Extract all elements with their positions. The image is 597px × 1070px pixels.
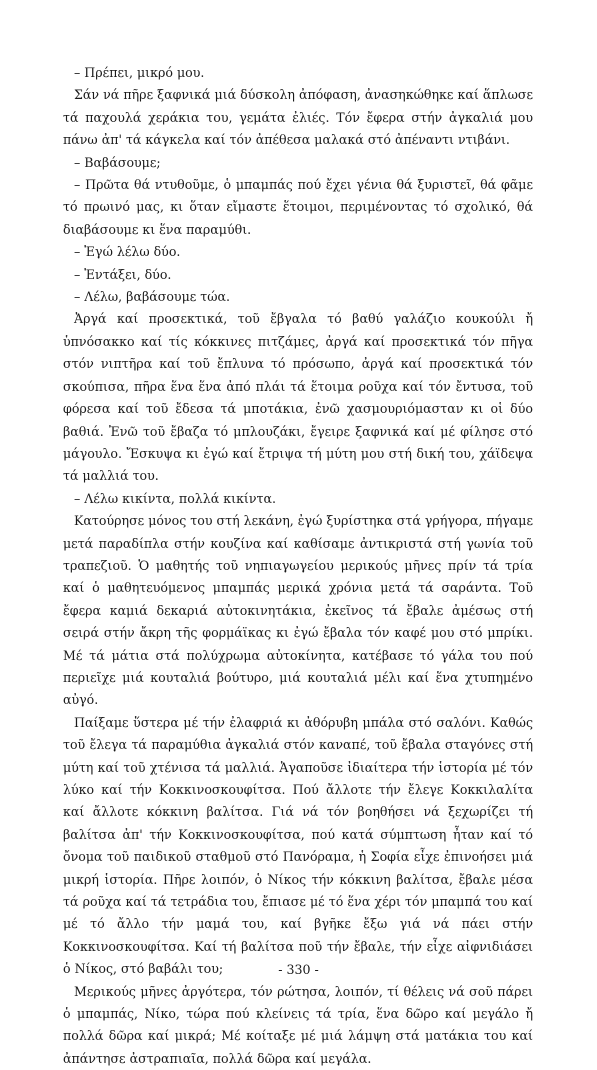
paragraph: – Λέλω, βαβάσουμε τώα. (74, 289, 231, 305)
paragraph: Μερικούς μῆνες ἀργότερα, τόν ρώτησα, λοιπόν, τί θέλεις νά σοῦ πάρει ὁ μπαμπάς, Νίκο, τώρα πού κλείνεις τά τρία, ἕνα δῶρο καί μεγάλο ἤ πολλά δῶρα καί μικρά; Μέ κοίταξε μέ μιά λάμψη στά ματάκια του καί ἀπάντησε ἀστραπιαῖα, πολλά δῶρα καί μεγάλα. (63, 983, 533, 1066)
paragraph: Σάν νά πῆρε ξαφνικά μιά δύσκολη ἀπόφαση, ἀνασηκώθηκε καί ἅπλωσε τά παχουλά χεράκια του, γεμάτα ἐλιές. Τόν ἔφερα στήν ἀγκαλιά μου πάνω ἀπ' τά κάγκελα καί τόν ἀπέθεσα μαλακά στό ἀπέναντι ντιβάνι. (63, 87, 533, 148)
paragraph: – Ἐγώ λέλω δύο. (74, 244, 181, 260)
paragraph: Ἀργά καί προσεκτικά, τοῦ ἔβγαλα τό βαθύ γαλάζιο κουκούλι ἤ ὑπνόσακκο καί τίς κόκκινες πιτζάμες, ἀργά καί προσεκτικά τόν πῆγα στόν νιπτῆρα καί τοῦ ἔπλυνα τό πρόσωπο, ἀργά καί προσεκτικά τόν σκούπισα, πῆρα ἕνα ἕνα ἀπό πλάι τά ἕτοιμα ροῦχα καί τόν ἔντυσα, τοῦ φόρεσα καί τοῦ ἔδεσα τά μποτάκια, ἐνῶ χασμουριόμασταν κι οἱ δύο βαθιά. Ἐνῶ τοῦ ἔβαζα τό μπλουζάκι, ἔγειρε ξαφνικά καί μέ φίλησε στό μάγουλο. Ἔσκυψα κι ἐγώ καί ἔτριψα τή μύτη μου στή δική του, χάϊδεψα τά μαλλιά του. (63, 311, 533, 484)
paragraph: – Ἐντάξει, δύο. (74, 266, 172, 282)
paragraph: Παίξαμε ὕστερα μέ τήν ἐλαφριά κι ἀθόρυβη μπάλα στό σαλόνι. Καθώς τοῦ ἔλεγα τά παραμύθια ἀγκαλιά στόν καναπέ, τοῦ ἔβαλα σταγόνες στή μύτη καί τοῦ χτένισα τά μαλλιά. Ἀγαποῦσε ἰδιαίτερα τήν ἱστορία μέ τόν λύκο καί τήν Κοκκινοσκουφίτσα. Πού ἄλλοτε τήν ἔλεγε Κοκκιλαλίτα καί ἄλλοτε κόκκινη βαλίτσα. Γιά νά τόν βοηθήσει νά ξεχωρίζει τή βαλίτσα ἀπ' τήν Κοκκινοσκουφίτσα, πού κατά σύμπτωση ἦταν καί τό ὄνομα τοῦ παιδικοῦ σταθμοῦ στό Πανόραμα, ἡ Σοφία εἶχε ἐπινοήσει μιά μικρή ἱστορία. Πῆρε λοιπόν, ὁ Νίκος τήν κόκκινη βαλίτσα, ἔβαλε μέσα τά ροῦχα καί τά τετράδια του, ἔπιασε μέ τό ἕνα χέρι τόν μπαμπά του καί μέ τό ἄλλο τήν μαμά του, καί βγῆκε ἔξω γιά νά πάει στήν Κοκκινοσκουφίτσα. Καί τή βαλίτσα ποῦ τήν ἔβαλε, τήν εἶχε αἰφνιδιάσει ὁ Νίκος, στό βαβάλι του; (63, 714, 533, 977)
paragraph: – Βαβάσουμε; (74, 154, 161, 170)
paragraph: – Λέλω κικίντα, πολλά κικίντα. (74, 490, 277, 506)
body-text (63, 62, 533, 1070)
page-number: - 330 - (278, 962, 319, 977)
paragraph: – Πρέπει, μικρό μου. (74, 65, 205, 80)
paragraph: Κατούρησε μόνος του στή λεκάνη, ἐγώ ξυρίστηκα στά γρήγορα, πήγαμε μετά παραδίπλα στήν κουζίνα καί καθίσαμε ἀντικριστά στή γωνία τοῦ τραπεζιοῦ. Ὁ μαθητής τοῦ νηπιαγωγείου μερικούς μῆνες πρίν τά τρία καί ὁ μαθητευόμενος μπαμπάς μερικά χρόνια μετά τά σαράντα. Τοῦ ἔφερα καμιά δεκαριά αὐτοκινητάκια, ἐκεῖνος τά ἔβαλε ἀμέσως στή σειρά στήν ἄκρη τῆς φορμάϊκας κι ἐγώ ἔβαλα τόν καφέ μου στό μπρίκι. Μέ τά μάτια στά πολύχρωμα αὐτοκίνητα, κατέβασε τό γάλα του πού περιεῖχε μιά κουταλιά βούτυρο, μιά κουταλιά μέλι καί ἕνα χτυπημένο αὐγό. (63, 513, 533, 708)
paragraph: – Πρῶτα θά ντυθοῦμε, ὁ μπαμπάς πού ἔχει γένια θά ξυριστεῖ, θά φᾶμε τό πρωινό μας, κι ὅταν εἴμαστε ἕτοιμοι, περιμένοντας τό σχολικό, θά διαβάσουμε κι ἕνα παραμύθι. (63, 177, 533, 237)
